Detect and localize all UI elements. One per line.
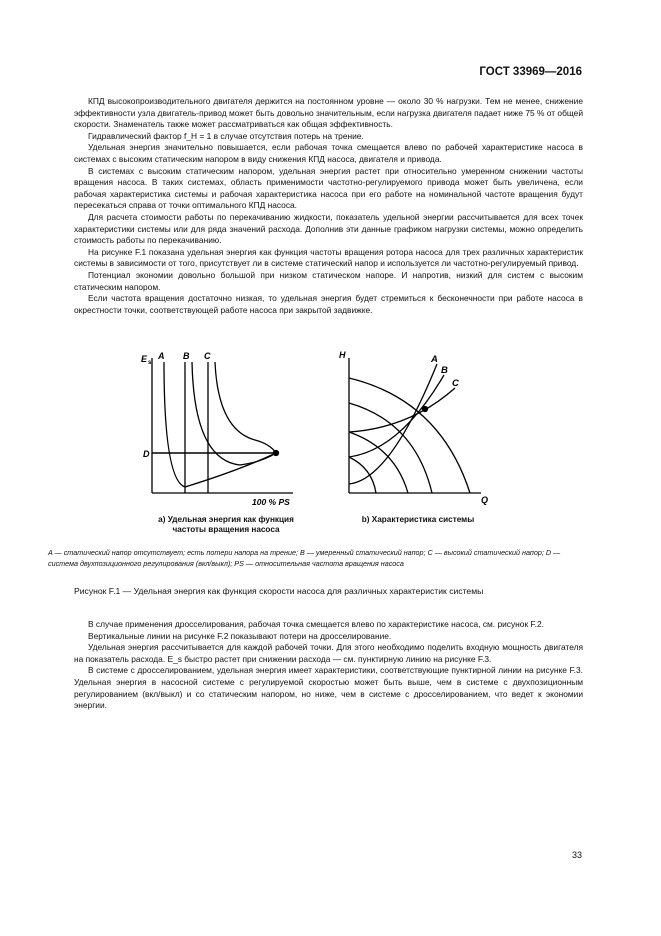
label-q: Q [481, 495, 489, 505]
figure-caption-b: b) Характеристика системы [361, 515, 475, 524]
paragraph: Гидравлический фактор f_H = 1 в случае отсутствия потерь на трение. [88, 130, 364, 141]
label-left-d: D [143, 449, 150, 459]
figure-title: Рисунок F.1 — Удельная энергия как функция скорости насоса для различных характеристик системы [74, 586, 484, 596]
paragraph: Если частота вращения достаточно низкая, то удельная энергия будет стремиться к бесконечности при работе насоса в окрестности точки, соответствующей работе насоса при закрытой задвижке. [74, 293, 583, 315]
paragraph: Потенциал экономии довольно большой при низком статическом напоре. И напротив, низкий для систем с высоким статическим напором. [74, 269, 583, 292]
system-curve-c [349, 388, 455, 432]
label-h: H [339, 350, 346, 360]
operating-point [274, 451, 279, 456]
curve-a [164, 362, 276, 487]
figure-legend: A — статический напор отсутствует; есть потери напора на трение; B — умеренный статический напор; C — высокий статический напор; D — система двухпозиционного регулирования (вкл/выкл); PS — относительная частота вращения насоса [48, 548, 561, 568]
pump-curve-2 [349, 403, 432, 493]
pump-curve-4 [349, 457, 376, 493]
paragraph: Для расчета стоимости работы по перекачиванию жидкости, показатель удельной энергии рассчитывается для всех точек характеристики системы или для ряда значений расхода. Дополнив эти данные графиком нагрузки системы, можно определить стоимость работы по перекачиванию. [74, 211, 583, 246]
body-text-bottom [74, 619, 583, 712]
label-right-c: C [452, 378, 459, 389]
figure-f1 [0, 340, 661, 520]
curve-b [192, 362, 276, 465]
paragraph: КПД высокопроизводительного двигателя держится на постоянном уровне — около 30 % нагрузки. Тем не менее, снижение эффективности узла двигатель-привод может быть довольно значительным, если нагрузка двигателя падает ниже 75 % от общей скорости. Знаменатель также может рассматриваться как общая эффективность. [74, 96, 583, 130]
curve-c [215, 362, 276, 453]
label-left-c: C [204, 351, 211, 361]
figure-caption-a: а) Удельная энергия как функция частоты вращения насоса [158, 515, 294, 534]
graph-specific-energy [152, 358, 293, 493]
label-right-b: B [441, 365, 448, 376]
intersection-point [423, 407, 428, 412]
label-right-a: A [431, 354, 438, 365]
paragraph: На рисунке F.1 показана удельная энергия как функция частоты вращения ротора насоса для трех различных характеристик системы в зависимости от того, присутствует ли в системе статический напор и используется ли частотно-регулируемый привод. [74, 246, 583, 269]
document-header: ГОСТ 33969—2016 [479, 66, 582, 78]
paragraph: Вертикальные линии на рисунке F.2 показывают потери на дросселирование. [88, 630, 392, 641]
paragraph: В случае применения дросселирования, рабочая точка смещается влево по характеристике насоса, см. рисунок F.2. [88, 619, 544, 629]
label-es-sub: s [148, 360, 152, 366]
label-left-a: A [158, 351, 165, 361]
body-text-top [74, 96, 583, 316]
pump-curve-1 [349, 378, 470, 493]
paragraph: В системе с дросселированием, удельная энергия имеет характеристики, соответствующие пунктирной линии на рисунке F.3. Удельная энергия в насосной системе с регулируемой скоростью может быть выше, чем в системе с двухпозиционным регулированием (вкл/выкл) и со статическим напором, но ниже, чем в системе с дросселированием, что ведет к экономии энергии. [74, 665, 583, 711]
graph-system-characteristic [349, 358, 481, 493]
paragraph: Удельная энергия рассчитывается для каждой рабочей точки. Для этого необходимо поделить входную мощность двигателя на показатель расхода. E_s быстро растет при снижении расхода — см. пунктирную линию на рисунке F.3. [74, 642, 583, 664]
paragraph: Удельная энергия значительно повышается, если рабочая точка смещается влево по рабочей характеристике насоса в системах с высоким статическим напором в виду снижения КПД насоса, двигателя и привода. [74, 142, 583, 164]
page-number: 33 [571, 850, 582, 860]
paragraph: В системах с высоким статическим напором, удельная энергия растет при относительно умеренном снижении частоты вращения насоса. В таких системах, область применимости частотно-регулируемого привода может быть увеличена, если рабочая характеристика системы и рабочая характеристика насоса при его работе на номинальной частоте вращения будут пересекаться справа от точки оптимального КПД насоса. [74, 165, 583, 211]
label-left-x: 100 % PS [252, 497, 290, 507]
label-left-b: B [183, 351, 190, 361]
label-es: E [141, 354, 148, 364]
